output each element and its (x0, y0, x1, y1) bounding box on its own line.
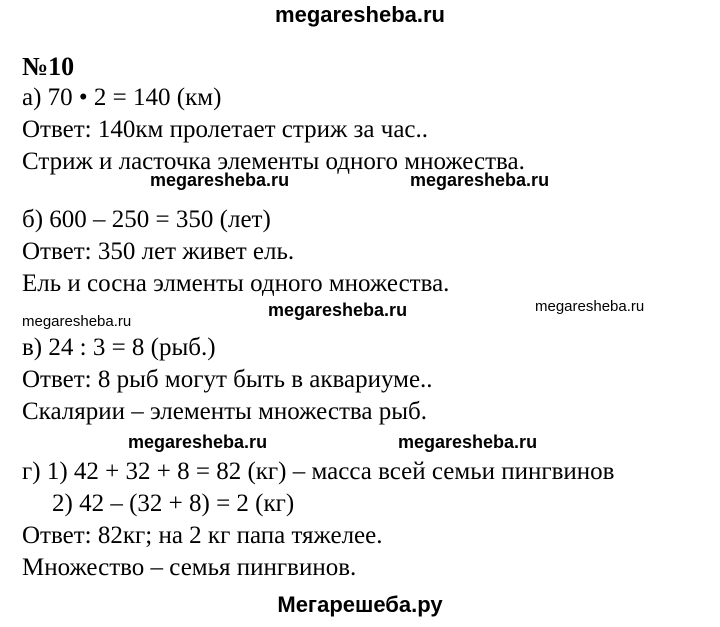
part-v-answer: Ответ: 8 рыб могут быть в аквариуме.. (22, 366, 433, 393)
part-b-answer: Ответ: 350 лет живет ель. (22, 238, 295, 265)
part-a-note: Стриж и ласточка элементы одного множества. (22, 148, 525, 175)
watermark-small-left: megaresheba.ru (22, 313, 132, 330)
watermark-bottom: Мегарешеба.ру (277, 592, 443, 617)
part-v-expression: в) 24 : 3 = 8 (рыб.) (22, 334, 216, 361)
watermark-mid-right-1: megaresheba.ru (410, 170, 550, 190)
part-b-expression: б) 600 – 250 = 350 (лет) (22, 206, 271, 233)
part-v-note: Скалярии – элементы множества рыб. (22, 398, 427, 425)
part-g-step-1: г) 1) 42 + 32 + 8 = 82 (кг) – масса всей семьи пингвинов (22, 458, 615, 485)
watermark-mid-right-3: megaresheba.ru (398, 432, 538, 452)
watermark-mid-left-1: megaresheba.ru (150, 170, 290, 190)
part-g-answer: Ответ: 82кг; на 2 кг папа тяжелее. (22, 522, 383, 549)
watermark-mid-left-3: megaresheba.ru (128, 432, 268, 452)
part-g-step-2: 2) 42 – (32 + 8) = 2 (кг) (52, 490, 295, 517)
part-g-note: Множество – семья пингвинов. (22, 554, 357, 581)
part-a-expression: а) 70 • 2 = 140 (км) (22, 84, 222, 111)
watermark-small-right: megaresheba.ru (535, 298, 645, 315)
task-number: №10 (22, 52, 75, 81)
part-a-answer: Ответ: 140км пролетает стриж за час.. (22, 116, 429, 143)
watermark-mid-center-2: megaresheba.ru (268, 300, 408, 320)
watermark-top: megaresheba.ru (275, 2, 445, 27)
part-b-note: Ель и сосна элменты одного множества. (22, 270, 450, 297)
